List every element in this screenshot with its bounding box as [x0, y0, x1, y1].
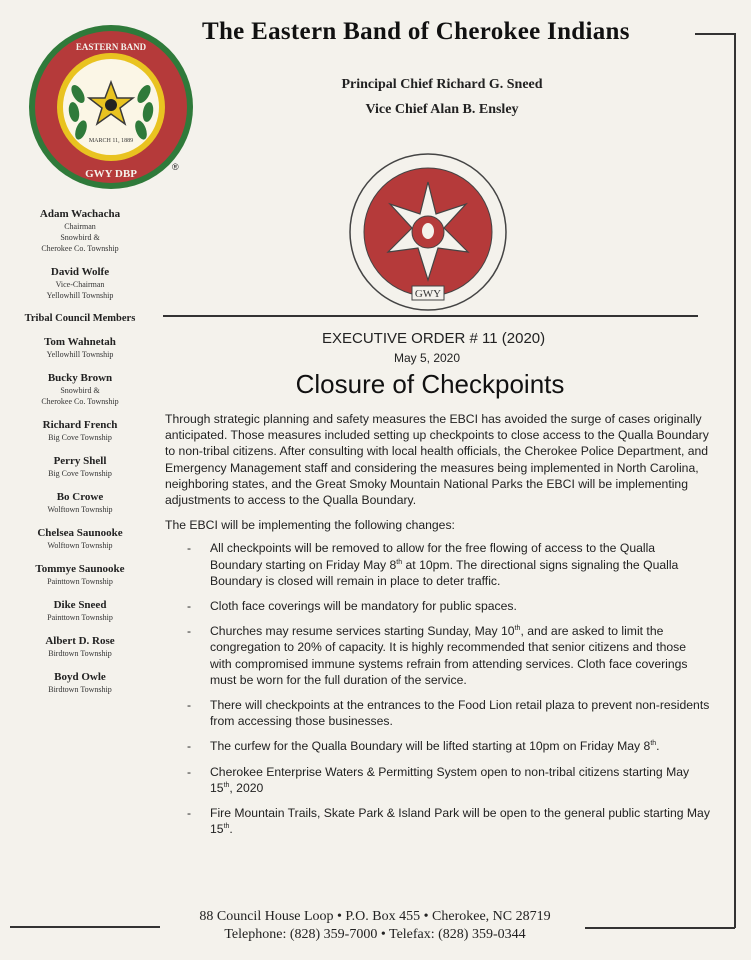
member-township: Big Cove Township — [48, 433, 112, 442]
seal-date-text: MARCH 11, 1889 — [88, 138, 134, 144]
change-text: Fire Mountain Trails, Skate Park & Island Park will be open to the general public starting May 15 — [210, 806, 710, 837]
change-text-cont: , 2020 — [229, 780, 264, 795]
change-item — [165, 738, 710, 754]
change-text-cont: . — [229, 822, 233, 837]
change-text-cont: , and are asked to limit the congregation to 20% of capacity. It is highly recommended that senior citizens and those with compromised immune systems refrain from attending services. Cloth face coverings must be worn for the full duration of the service. — [210, 624, 688, 687]
intro-paragraph: Through strategic planning and safety measures the EBCI has avoided the surge of cases originally anticipated. Those measures included setting up checkpoints to close access to the Qualla Boundary to non-tribal citizens. After consulting with local health officials, the Cherokee Police Department, and Emergency Management staff and considering the measures being implemented in North Carolina, neighboring states, and the Great Smoky Mountain National Parks the EBCI will be implementing adjustments to access to the Qualla Boundary. — [165, 412, 709, 508]
bullet-dash: - — [187, 698, 192, 713]
executive-order-date: May 5, 2020 — [393, 351, 461, 365]
change-item — [165, 598, 710, 614]
ordinal-suffix: th — [223, 781, 230, 789]
officer-township: Yellowhill Township — [46, 291, 114, 300]
bullet-dash: - — [187, 739, 192, 754]
footer-phones: Telephone: (828) 359-7000 • Telefax: (828) 359-0344 — [224, 927, 526, 942]
change-text: There will checkpoints at the entrances to the Food Lion retail plaza to prevent non-residents from accessing those businesses. — [210, 698, 710, 729]
members-heading: Tribal Council Members — [24, 313, 136, 324]
bullet-dash: - — [187, 806, 192, 821]
border-rule-top — [695, 33, 735, 35]
ordinal-suffix: th — [223, 823, 230, 831]
member-township: Painttown Township — [47, 613, 113, 622]
member-name: Dike Sneed — [53, 599, 107, 611]
change-text-cont: at 10pm. The directional signs signaling the Qualla Boundary is closed will remain in place to deter traffic. — [210, 557, 679, 588]
council-member-list — [0, 336, 160, 695]
council-member — [0, 336, 160, 360]
member-township: Big Cove Township — [48, 469, 112, 478]
member-township: Birdtown Township — [48, 685, 112, 694]
council-sidebar — [0, 208, 160, 707]
footer-rule-left — [10, 926, 160, 928]
council-member — [0, 455, 160, 479]
member-township: Yellowhill Township — [46, 350, 114, 359]
member-name: Tom Wahnetah — [44, 336, 116, 348]
officer-township: Cherokee Co. Township — [41, 244, 119, 253]
member-township: Birdtown Township — [48, 649, 112, 658]
seal-syllabary: GWY — [414, 288, 442, 300]
bullet-dash: - — [187, 541, 192, 556]
footer-rule-right — [585, 927, 735, 929]
header-divider — [163, 315, 698, 317]
tribal-seal-logo — [26, 22, 196, 192]
council-officer — [0, 266, 160, 301]
council-member — [0, 527, 160, 551]
change-item — [165, 805, 710, 837]
council-officer — [0, 208, 160, 254]
vice-chief: Vice Chief Alan B. Ensley — [365, 102, 519, 117]
member-township: Wolftown Township — [47, 541, 113, 550]
officer-name: Adam Wachacha — [39, 208, 121, 220]
seal-ring-text: EASTERN BAND — [75, 42, 147, 52]
bullet-dash: - — [187, 624, 192, 639]
change-text: All checkpoints will be removed to allow for the free flowing of access to the Qualla Boundary starting on Friday May 8 — [210, 541, 656, 572]
officer-name: David Wolfe — [50, 266, 110, 278]
change-text: Cloth face coverings will be mandatory for public spaces. — [210, 599, 517, 614]
border-rule-right — [734, 33, 736, 928]
change-item — [165, 623, 710, 688]
principal-chief: Principal Chief Richard G. Sneed — [341, 77, 543, 92]
member-township: Wolftown Township — [47, 505, 113, 514]
footer-address: 88 Council House Loop • P.O. Box 455 • Cherokee, NC 28719 — [199, 909, 551, 924]
council-member — [0, 563, 160, 587]
change-item — [165, 697, 710, 729]
changes-heading: The EBCI will be implementing the following changes: — [165, 518, 455, 533]
council-member — [0, 419, 160, 443]
change-text: Churches may resume services starting Sunday, May 10 — [210, 624, 515, 639]
change-text: The curfew for the Qualla Boundary will be lifted starting at 10pm on Friday May 8 — [210, 739, 651, 754]
svg-text:GWY DBP: GWY DBP — [85, 168, 137, 180]
council-member — [0, 671, 160, 695]
change-item — [165, 764, 710, 796]
executive-order-number: EXECUTIVE ORDER # 11 (2020) — [322, 330, 546, 347]
member-name: Boyd Owle — [54, 671, 106, 683]
change-item — [165, 540, 710, 589]
member-township: Snowbird & Cherokee Co. Township — [41, 386, 119, 406]
bullet-dash: - — [187, 599, 192, 614]
ordinal-suffix: th — [396, 558, 403, 566]
change-text-cont: . — [656, 739, 660, 754]
member-name: Bucky Brown — [47, 372, 113, 384]
member-name: Perry Shell — [53, 455, 107, 467]
council-member — [0, 599, 160, 623]
officer-title: Chairman — [64, 222, 96, 231]
council-member — [0, 372, 160, 407]
bullet-dash: - — [187, 764, 192, 779]
member-township: Painttown Township — [47, 577, 113, 586]
officer-township: Snowbird & — [60, 233, 100, 242]
executive-order-title: Closure of Checkpoints — [295, 369, 565, 399]
registered-mark: ® — [172, 162, 179, 172]
changes-list — [165, 540, 710, 837]
ordinal-suffix: th — [514, 625, 521, 633]
council-member — [0, 491, 160, 515]
member-name: Tommye Saunooke — [35, 563, 125, 575]
member-name: Chelsea Saunooke — [37, 527, 123, 539]
officer-title: Vice-Chairman — [55, 280, 105, 289]
principal-chief-seal — [348, 152, 508, 312]
ordinal-suffix: th — [650, 740, 657, 748]
council-member — [0, 635, 160, 659]
member-name: Bo Crowe — [56, 491, 104, 503]
order-body — [165, 411, 710, 846]
change-text: Cherokee Enterprise Waters & Permitting System open to non-tribal citizens starting May 15 — [210, 764, 690, 795]
member-name: Richard French — [42, 419, 118, 431]
organization-title: The Eastern Band of Cherokee Indians — [202, 18, 630, 45]
member-name: Albert D. Rose — [45, 635, 115, 647]
